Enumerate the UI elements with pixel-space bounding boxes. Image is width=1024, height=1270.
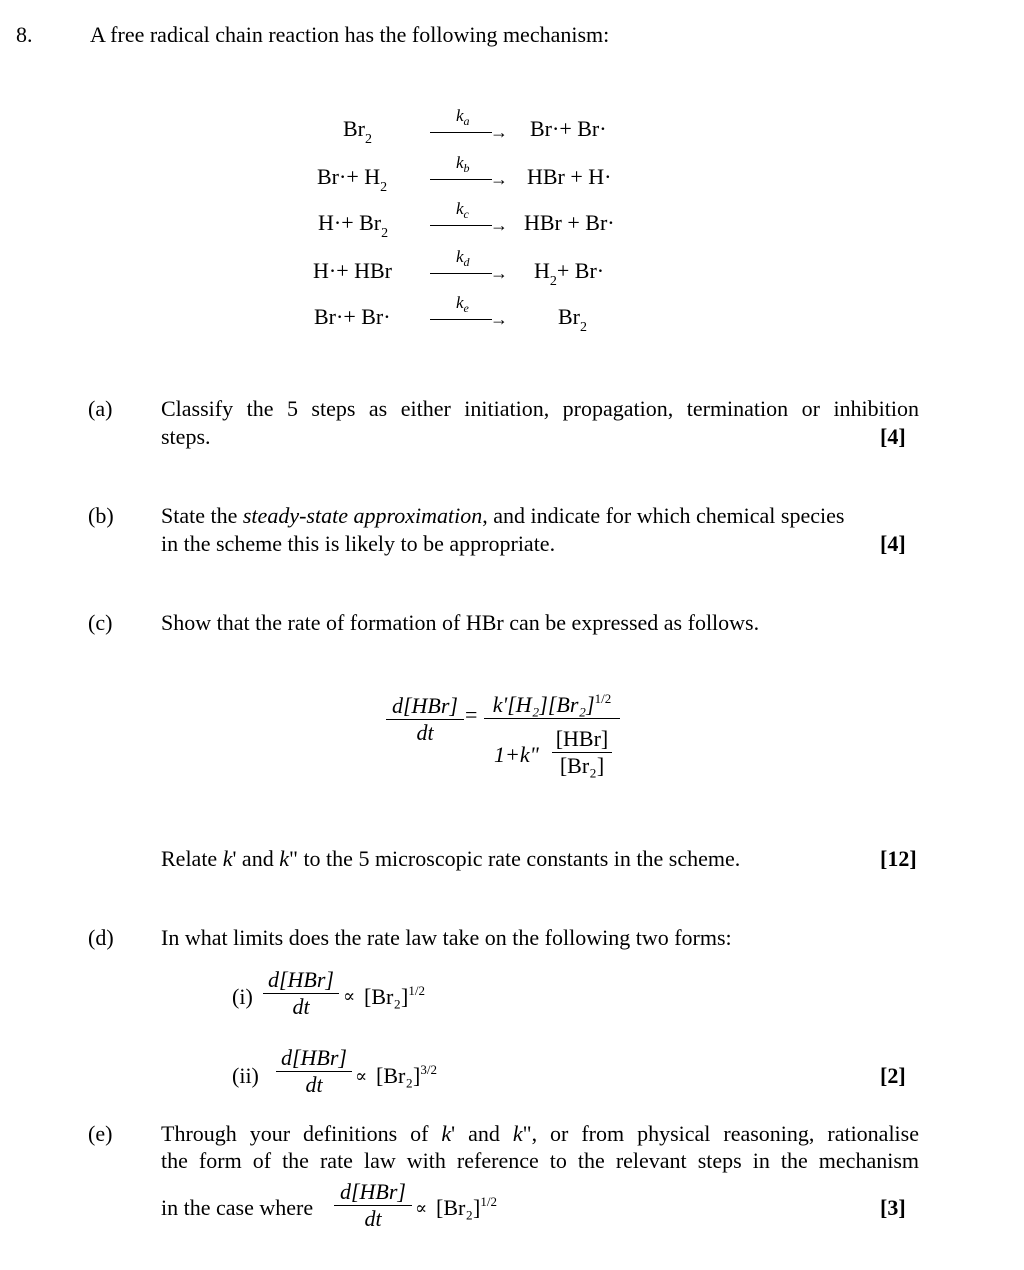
part-c-label: (c) xyxy=(88,610,113,635)
part-b-label: (b) xyxy=(88,503,114,528)
part-e-line3: in the case where xyxy=(161,1195,314,1220)
part-b-line2: in the scheme this is likely to be appropriate. xyxy=(161,531,556,556)
part-b-line1: State the steady-state approximation, and indicate for which chemical species xyxy=(161,503,845,528)
rhs-denominator-prefix: 1+k" xyxy=(494,742,539,767)
mechanism-step-4-arrow: $k_d$ → xyxy=(430,261,500,281)
part-c-relate: Relate k' and k" to the 5 microscopic rate constants in the scheme. xyxy=(161,846,741,871)
rhs-numerator: $k'[H_2][Br_2]^{1/2}$ xyxy=(484,692,620,719)
part-c-marks: [12] xyxy=(880,846,917,871)
part-d-label: (d) xyxy=(88,925,114,950)
part-e-line1: Through your definitions of k' and k", or from physical reasoning, rationalise xyxy=(161,1121,919,1146)
mechanism-step-1-products: Br·+ Br· xyxy=(530,116,607,141)
part-e-line2: the form of the rate law with reference to the relevant steps in the mechanism xyxy=(161,1148,919,1173)
part-b-marks: [4] xyxy=(880,531,906,556)
part-d-ii-label: (ii) xyxy=(232,1063,259,1088)
mechanism-step-3-arrow: $k_c$ → xyxy=(430,213,500,233)
mechanism-step-5-products: $Br_2$ xyxy=(558,304,587,335)
mechanism-step-5-reactants: Br·+ Br· xyxy=(314,304,391,329)
part-e-rhs: $[Br_2]^{1/2}$ xyxy=(436,1194,497,1220)
mechanism-step-5-arrow: $k_e$ → xyxy=(430,307,500,327)
part-d-line1: In what limits does the rate law take on the following two forms: xyxy=(161,925,732,950)
equals-sign: = xyxy=(465,702,478,727)
part-d-i-proportional: ∝ xyxy=(343,986,356,1006)
part-e-label: (e) xyxy=(88,1121,113,1146)
part-d-ii-rhs: $[Br_2]^{3/2}$ xyxy=(376,1062,437,1088)
part-a-label: (a) xyxy=(88,396,113,421)
part-a-marks: [4] xyxy=(880,424,906,449)
part-d-i-label: (i) xyxy=(232,984,253,1009)
question-number: 8. xyxy=(16,22,33,47)
part-d-i-rhs: $[Br_2]^{1/2}$ xyxy=(364,983,425,1009)
inner-fraction: [HBr] [Br₂] xyxy=(552,726,612,779)
part-a-line1: Classify the 5 steps as either initiation, propagation, termination or inhibition xyxy=(161,396,919,421)
mechanism-step-2-products: HBr + H· xyxy=(527,164,612,189)
part-c-line1: Show that the rate of formation of HBr can be expressed as follows. xyxy=(161,610,760,635)
part-d-i-fraction: d[HBr] dt xyxy=(263,967,339,1020)
question-intro: A free radical chain reaction has the following mechanism: xyxy=(90,22,610,47)
mechanism-step-1-arrow: $k_a$ → xyxy=(430,120,500,140)
part-d-marks: [2] xyxy=(880,1063,906,1088)
mechanism-step-4-reactants: H·+ HBr xyxy=(313,258,393,283)
mechanism-step-3-reactants: $H\cdot+ Br_2$ xyxy=(318,210,389,241)
part-e-marks: [3] xyxy=(880,1195,906,1220)
part-d-ii-fraction: d[HBr] dt xyxy=(276,1045,352,1098)
part-d-ii-proportional: ∝ xyxy=(355,1066,368,1086)
mechanism-step-3-products: HBr + Br· xyxy=(524,210,615,235)
mechanism-step-2-arrow: $k_b$ → xyxy=(430,167,500,187)
steady-state-term: steady-state approximation xyxy=(242,503,483,528)
rate-fraction: d[HBr] dt xyxy=(386,693,464,746)
part-e-fraction: d[HBr] dt xyxy=(334,1179,412,1232)
mechanism-step-4-products: $H_2+ Br\cdot$ xyxy=(534,258,605,289)
part-a-line2: steps. xyxy=(161,424,211,449)
mechanism-step-2-reactants: $Br\cdot+ H_2$ xyxy=(317,164,388,195)
part-e-proportional: ∝ xyxy=(415,1198,428,1218)
mechanism-step-1-reactants: $Br_2$ xyxy=(343,116,372,147)
